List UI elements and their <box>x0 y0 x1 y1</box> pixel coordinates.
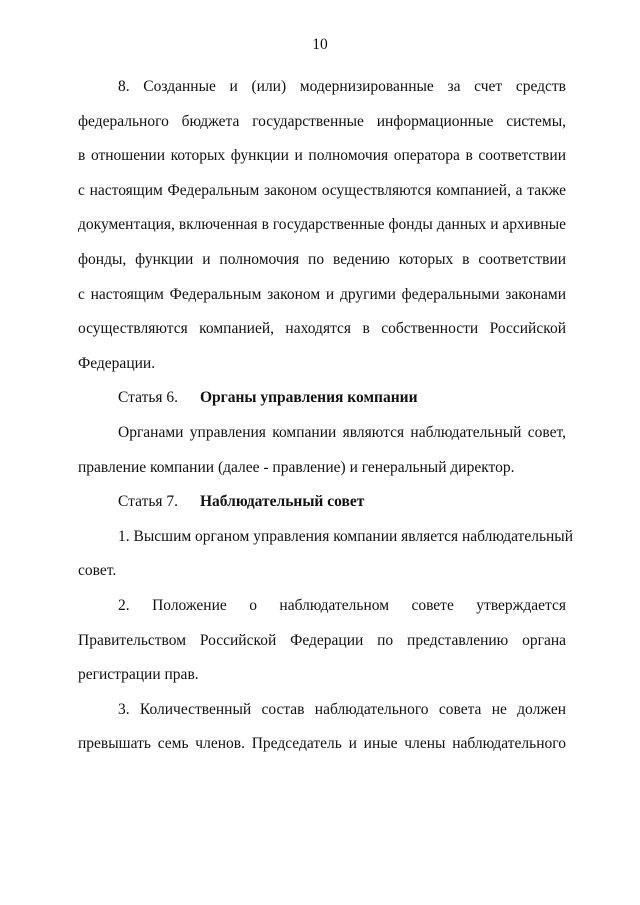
article-number: Статья 6. <box>118 389 179 407</box>
text-line: в отношении которых функции и полномочия оператора в соответствии <box>78 147 566 165</box>
text-line: 3. Количественный состав наблюдательного совета не должен <box>118 700 566 718</box>
text-line: с настоящим Федеральным законом осуществляются компанией, а также <box>78 181 566 199</box>
article-6-text <box>78 416 566 485</box>
article-title: Органы управления компании <box>200 389 418 407</box>
text-line: документация, включенная в государственные фонды данных и архивные <box>78 216 566 234</box>
text-line: 1. Высшим органом управления компании является наблюдательный <box>118 527 574 545</box>
text-line: осуществляются компанией, находятся в собственности Российской <box>78 320 566 338</box>
page-number: 10 <box>312 36 328 53</box>
text-line: совет. <box>78 562 117 580</box>
article-number: Статья 7. <box>118 493 179 511</box>
article-7-paragraph-2 <box>78 589 566 693</box>
document-body <box>78 70 574 762</box>
text-line: Федерации. <box>78 354 156 372</box>
text-line: Правительством Российской Федерации по представлению органа <box>78 631 566 649</box>
article-7-heading <box>78 485 566 520</box>
text-line: регистрации прав. <box>78 666 199 684</box>
text-line: 8. Созданные и (или) модернизированные за счет средств <box>118 78 566 95</box>
text-line: фонды, функции и полномочия по ведению которых в соответствии <box>78 250 566 268</box>
paragraph-8 <box>78 70 566 381</box>
text-line: 2. Положение о наблюдательном совете утверждается <box>118 596 566 614</box>
text-line: с настоящим Федеральным законом и другими федеральными законами <box>78 285 566 303</box>
text-line: правление компании (далее - правление) и генеральный директор. <box>78 458 515 476</box>
article-6-heading <box>78 381 566 416</box>
text-line: Органами управления компании являются наблюдательный совет, <box>118 423 566 441</box>
text-line: превышать семь членов. Председатель и иные члены наблюдательного <box>78 735 566 753</box>
article-7-paragraph-1 <box>78 520 574 589</box>
article-title: Наблюдательный совет <box>200 493 365 511</box>
article-7-paragraph-3 <box>78 693 566 762</box>
text-line: федерального бюджета государственные информационные системы, <box>78 112 566 130</box>
